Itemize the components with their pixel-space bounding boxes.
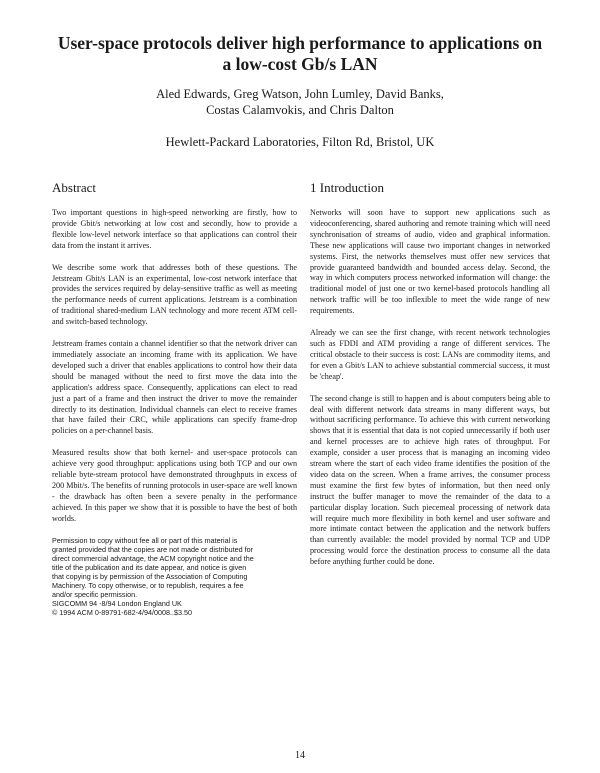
copyright-line: granted provided that the copies are not made or distributed for: [52, 544, 253, 554]
copyright-line: that copying is by permission of the Association of Computing: [52, 571, 248, 581]
abstract-paragraph: Measured results show that both kernel- and user-space protocols can achieve very good throughput: applications using both TCP and our own reliable byte-stream protocol have demonstrated throughputs in excess of 200 Mbit/s. The benefits of running protocols in user-space are well known - the drawback has often been a severe penalty in the performance achieved. In this paper we show that it is possible to have the best of both worlds.: [52, 448, 297, 523]
introduction-paragraph: Already we can see the first change, with recent network technologies such as FDDI and ATM providing a range of different services. The critical obstacle to their success is cost: LANs are commodity items, and for even a Gbit/s LAN to achieve substantial commercial success, it must be 'cheap'.: [310, 328, 550, 381]
introduction-heading: 1 Introduction: [310, 180, 385, 195]
copyright-line: © 1994 ACM 0-89791-682-4/94/0008..$3.50: [52, 608, 192, 618]
copyright-line: Machinery. To copy otherwise, or to republish, requires a fee: [52, 581, 244, 591]
abstract-heading: Abstract: [52, 180, 97, 195]
copyright-line: direct commercial advantage, the ACM copyright notice and the: [52, 553, 254, 563]
paper-title: [40, 33, 560, 75]
affiliation: Hewlett-Packard Laboratories, Filton Rd, Bristol, UK: [165, 135, 435, 149]
author-line: Costas Calamvokis, and Chris Dalton: [206, 103, 394, 117]
title-line: a low-cost Gb/s LAN: [222, 54, 378, 74]
copyright-line: SIGCOMM 94 -8/94 London England UK: [52, 599, 182, 609]
left-column: [52, 180, 297, 617]
introduction-paragraph: The second change is still to happen and is about computers being able to deal with different network data streams in many different ways, but without sacrificing performance. To achieve this with current networking shows that it is essential that data is not copied unnecessarily if both user and kernel processes are to achieve high rates of throughput. For example, consider a user process that is managing an incoming video stream where the start of each video frame identifies the position of the video data on the screen. When a frame arrives, the consumer process must examine the first few bytes of information, but then need only instruct the buffer manager to move the remainder of the data to a particular display location. Such piecemeal processing of network data will require much more flexibility in both kernel and user software and more intimate contact between the application and the network buffers than currently available: the model provided by normal TCP and UDP processing would force the destination process to consume all the data before anything further could be done.: [310, 393, 550, 567]
page-number: 14: [295, 750, 305, 761]
abstract-paragraph: Two important questions in high-speed networking are firstly, how to provide Gbit/s networking at low cost and secondly, how to provide a flexible low-level network interface so that applications can control their data from the instant it arrives.: [52, 208, 297, 250]
author-list: [60, 86, 540, 118]
copyright-line: and/or specific permission.: [52, 590, 138, 600]
copyright-line: Permission to copy without fee all or part of this material is: [52, 535, 238, 545]
copyright-line: title of the publication and its date appear, and notice is given: [52, 562, 247, 572]
abstract-paragraph: Jetstream frames contain a channel identifier so that the network driver can immediately associate an incoming frame with its application. We have developed such a driver that enables applications to control how their data should be managed without the need to first move the data into the application's address space. Consequently, applications can elect to read just a part of a frame and then instruct the driver to move the remainder directly to its destination. Individual channels can elect to receive frames that have failed their CRC, while applications can specify frame-drop policies on a per-channel basis.: [52, 339, 297, 436]
copyright-notice: [52, 536, 297, 618]
title-line: User-space protocols deliver high performance to applications on: [57, 33, 543, 53]
author-line: Aled Edwards, Greg Watson, John Lumley, David Banks,: [156, 87, 444, 101]
introduction-paragraph: Networks will soon have to support new applications such as videoconferencing, shared authoring and remote training which will need synchronisation of streams of audio, video and graphical information. These new applications will cause two important changes in networked systems. First, the networks themselves must offer new services that provide guaranteed bandwidth and bounded access delay. Second, the way in which computers process networked information will change: the traditional model of just one or two kernel-based protocols handling all network traffic will be too inflexible to meet the wide range of new requirements.: [310, 208, 550, 316]
abstract-paragraph: We describe some work that addresses both of these questions. The Jetstream Gbit/s LAN is an experimental, low-cost network interface that provides the services required by delay-sensitive traffic as well as meeting the performance needs of current applications. Jetstream is a combination of traditional shared-medium LAN technology and more recent ATM cell- and switch-based technology.: [52, 262, 297, 327]
right-column: [310, 180, 550, 579]
